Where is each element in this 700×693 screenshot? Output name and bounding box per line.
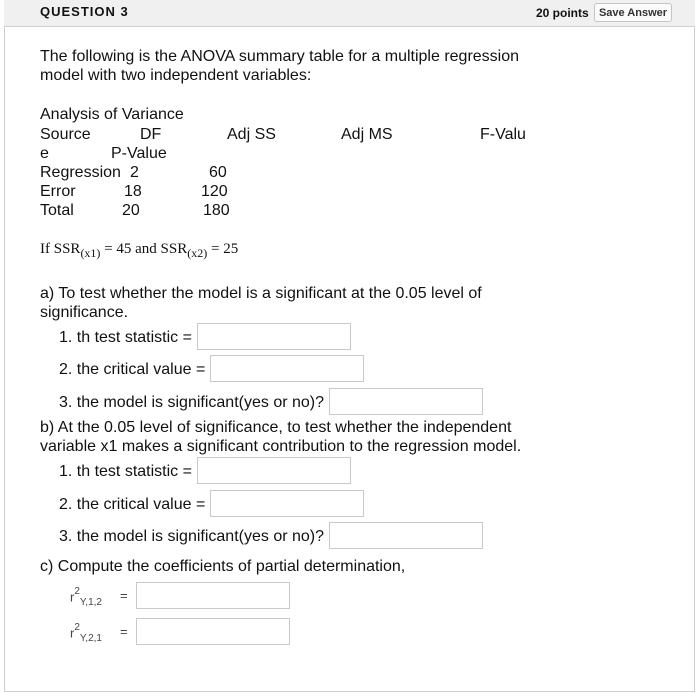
question-header — [4, 0, 695, 27]
table-row-label: Regression — [40, 164, 121, 181]
r-squared-y12-label: $r^2_{Y,1,2}$ — [70, 586, 102, 608]
table-header-adj-ss: Adj SS — [227, 126, 276, 143]
part-a-test-statistic-input[interactable] — [197, 323, 351, 350]
r-squared-y12-equals: = — [120, 588, 128, 603]
part-a-item-1-label: 1. th test statistic = — [59, 329, 192, 346]
part-a-item-2-label: 2. the critical value = — [59, 361, 206, 378]
table-header-source: Source — [40, 126, 91, 143]
table-header-p-value: P-Value — [111, 145, 167, 162]
given-ssr: If $SSR_{(x1)} = 45$ and $SSR_{(x2)} = 25$ — [40, 241, 239, 260]
table-caption: Analysis of Variance — [40, 106, 184, 123]
table-cell-ss: 120 — [201, 183, 228, 200]
question-title: QUESTION 3 — [40, 4, 129, 19]
r-squared-y12-input[interactable] — [136, 582, 290, 609]
part-b-item-2-label: 2. the critical value = — [59, 496, 206, 513]
part-b-text: b) At the 0.05 level of significance, to test whether the independent variable x1 makes a significant contribution to the regression model. — [40, 419, 522, 455]
table-row-label: Total — [40, 202, 74, 219]
table-cell-ss: 60 — [209, 164, 227, 181]
r-squared-y21-label: $r^2_{Y,2,1}$ — [70, 622, 102, 644]
intro-text: The following is the ANOVA summary table for a multiple regression model with two independent variables: — [40, 48, 520, 84]
table-cell-df: 2 — [130, 164, 139, 181]
part-b-critical-value-input[interactable] — [210, 490, 364, 517]
table-header-f-value: F-Valu — [480, 126, 526, 143]
part-a-text: a) To test whether the model is a significant at the 0.05 level of significance. — [40, 285, 482, 321]
table-header-wrap-e: e — [40, 145, 49, 162]
points-label: 20 points — [536, 6, 589, 20]
r-squared-y21-input[interactable] — [136, 618, 290, 645]
table-cell-df: 20 — [122, 202, 140, 219]
table-row-label: Error — [40, 183, 76, 200]
part-b-item-3-label: 3. the model is significant(yes or no)? — [59, 528, 325, 545]
part-b-test-statistic-input[interactable] — [197, 457, 351, 484]
part-a-significant-input[interactable] — [329, 388, 483, 415]
part-b-significant-input[interactable] — [329, 522, 483, 549]
part-a-critical-value-input[interactable] — [210, 355, 364, 382]
part-b-item-1-label: 1. th test statistic = — [59, 463, 192, 480]
table-header-df: DF — [140, 126, 162, 143]
r-squared-y21-equals: = — [120, 624, 128, 639]
table-cell-ss: 180 — [203, 202, 230, 219]
table-header-adj-ms: Adj MS — [341, 126, 393, 143]
part-c-text: c) Compute the coefficients of partial determination, — [40, 558, 406, 575]
table-cell-df: 18 — [124, 183, 142, 200]
save-answer-button[interactable]: Save Answer — [594, 3, 672, 22]
part-a-item-3-label: 3. the model is significant(yes or no)? — [59, 394, 325, 411]
